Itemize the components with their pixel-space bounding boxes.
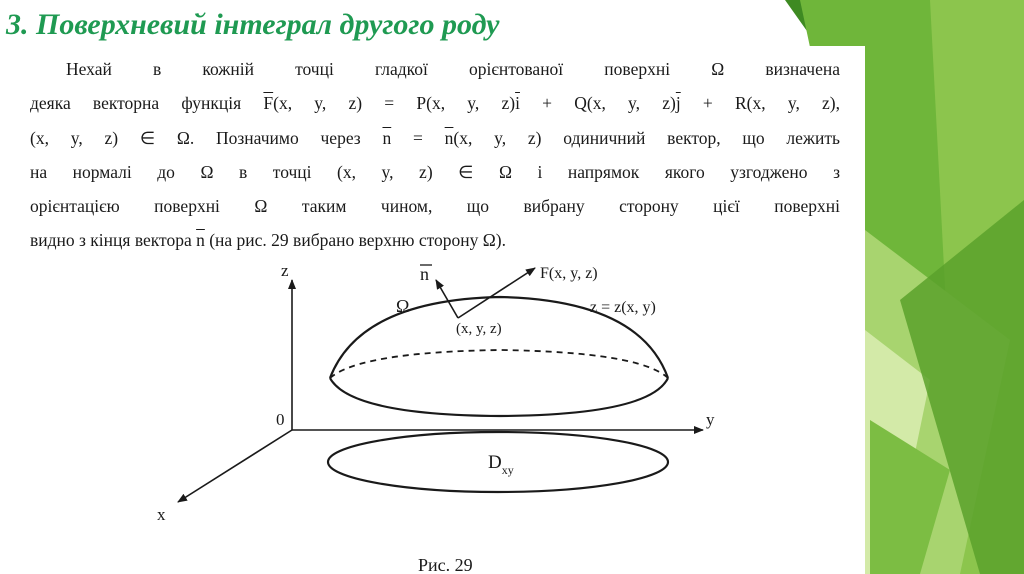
field-vector-label: F(x, y, z) [540, 265, 598, 282]
field-vector [458, 268, 535, 318]
region-label-sub: xy [501, 463, 514, 477]
vector-f-symbol: $\overline{F}$ [263, 93, 274, 114]
surface-base-back [330, 350, 668, 378]
text-segment: = [391, 127, 445, 148]
text-segment: + R(x, y, z), [680, 93, 841, 114]
x-axis [178, 430, 292, 502]
point-label: (x, y, z) [456, 321, 502, 337]
y-axis-label: y [706, 410, 715, 429]
normal-n-symbol: $\overline{n}$ [382, 127, 392, 148]
normal-n-symbol: $\overline{n}$ [196, 230, 205, 251]
z-axis-label: z [281, 261, 289, 280]
unit-i-symbol: $\overline{i}$ [515, 93, 520, 114]
figure-caption: Рис. 29 [418, 555, 473, 574]
paragraph-line-4: на нормалі до Ω в точці (x, y, z) ∈ Ω і напрямок якого узгоджено з [30, 161, 840, 182]
x-axis-label: x [157, 505, 166, 524]
region-label-main: D [488, 452, 502, 473]
text-segment: (x, y, z) ∈ Ω. Позначимо через [30, 127, 383, 148]
text-segment: (x, y, z) одиничний вектор, що лежить [453, 127, 840, 148]
surface-label: Ω [396, 296, 410, 316]
normal-n-symbol: $\overline{n}$ [444, 127, 454, 148]
text-segment: видно з кінця вектора [30, 230, 197, 251]
region-label [488, 452, 514, 477]
surface-base-front [330, 378, 668, 416]
text-segment: + Q(x, y, z) [519, 93, 676, 114]
paragraph-line-5: орієнтацією поверхні Ω таким чином, що вибрану сторону цієї поверхні [30, 196, 840, 217]
normal-label: n [420, 264, 429, 284]
surface-equation: z = z(x, y) [590, 299, 656, 316]
normal-vector [436, 280, 458, 318]
unit-j-symbol: $\overline{j}$ [675, 93, 681, 114]
paragraph-line-1: Нехай в кожній точці гладкої орієнтованої поверхні Ω визначена [66, 59, 840, 79]
text-segment: (x, y, z) = P(x, y, z) [273, 93, 516, 114]
text-segment: (на рис. 29 вибрано верхню сторону Ω). [204, 230, 506, 251]
text-segment: деяка векторна функція [30, 93, 264, 114]
slide-title: 3. Поверхневий інтеграл другого роду [6, 8, 500, 41]
origin-label: 0 [276, 410, 285, 429]
